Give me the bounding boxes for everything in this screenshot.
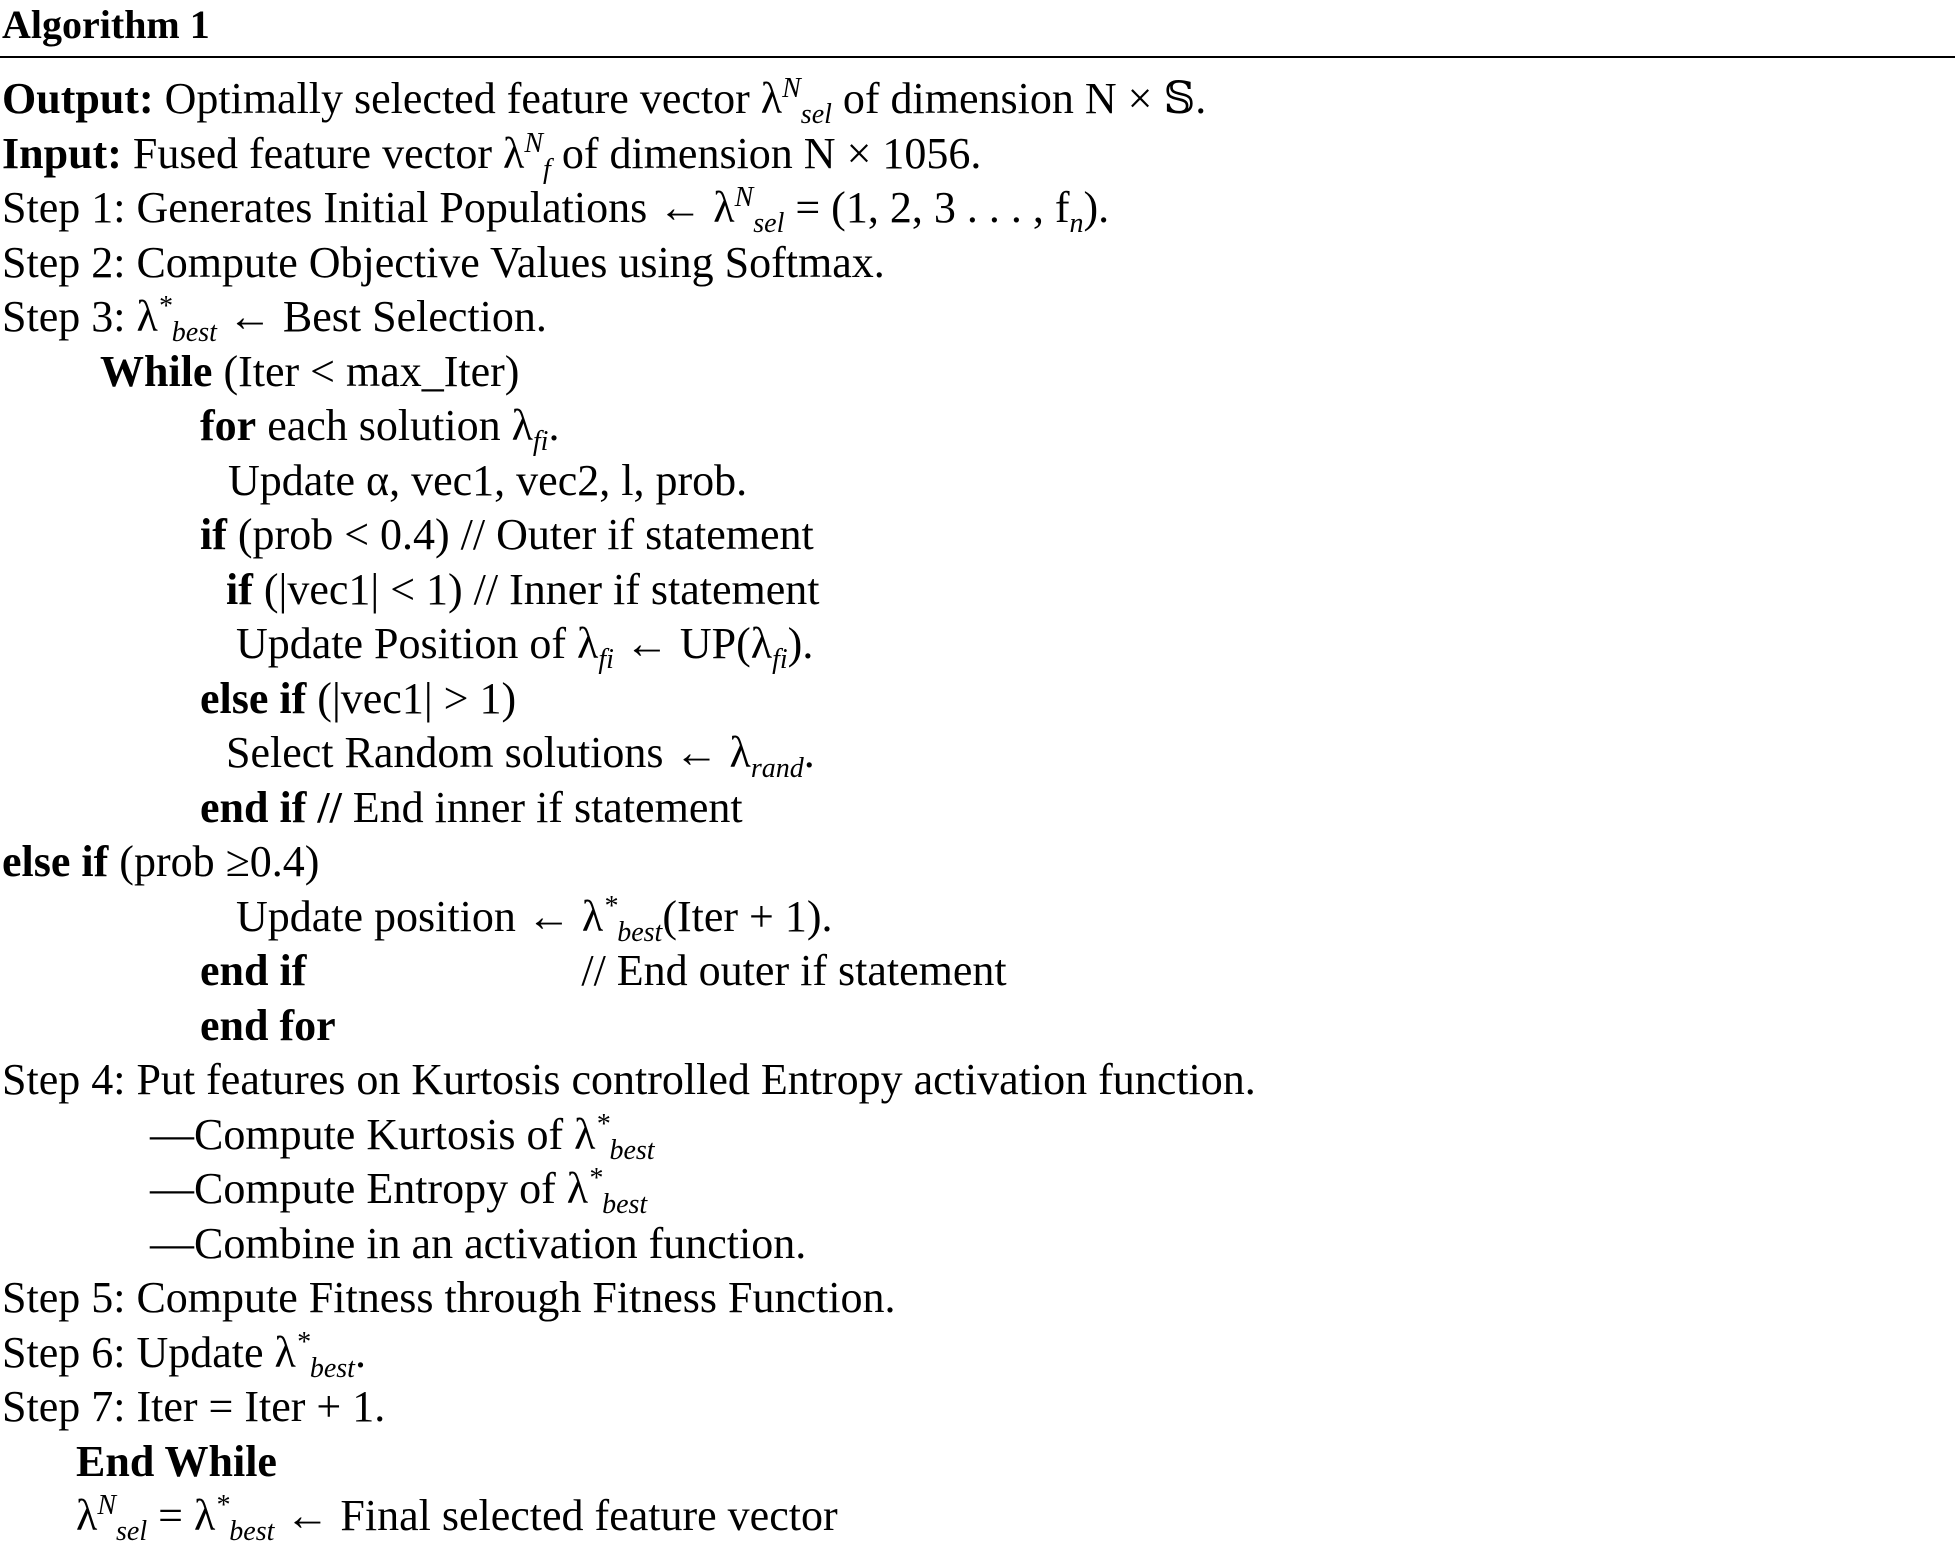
subscript: sel [753, 208, 785, 239]
keyword: Input: [2, 128, 122, 178]
line-text: (prob ≥0.4) [108, 837, 320, 886]
subscript: best [617, 916, 663, 948]
line-text: (|vec1| < 1) // Inner if statement [252, 564, 820, 614]
superscript: * [588, 1163, 603, 1194]
line-text: Fused feature vector λ [121, 128, 525, 178]
subscript: fi [772, 644, 788, 675]
line-text: of dimension N × 1056. [550, 128, 982, 178]
line-text: —Compute Kurtosis of λ [150, 1109, 596, 1159]
line-text: Step 4: Put features on Kurtosis controlled Entropy activation function. [2, 1055, 1256, 1104]
subscript: n [1069, 208, 1084, 239]
superscript: * [595, 1108, 610, 1140]
keyword: if [200, 510, 227, 559]
superscript: N [734, 182, 754, 213]
keyword: for [200, 401, 257, 450]
algorithm-line [200, 672, 516, 726]
subscript: best [602, 1189, 648, 1220]
algorithm-line [226, 563, 819, 617]
subscript: best [171, 317, 217, 348]
line-text: = (1, 2, 3 . . . , f [784, 183, 1070, 232]
algorithm-line [200, 944, 1007, 998]
superscript: * [603, 890, 618, 922]
line-text: Step 5: Compute Fitness through Fitness Function. [2, 1273, 896, 1322]
line-text: —Combine in an activation function. [150, 1218, 807, 1268]
line-text: . [354, 1327, 366, 1377]
line-text: Update position ← λ [236, 891, 604, 941]
line-text: of dimension N × 𝕊. [831, 74, 1207, 123]
line-text: Update α, vec1, vec2, l, prob. [228, 455, 748, 505]
algorithm-line [200, 781, 743, 835]
algorithm-line [2, 835, 319, 889]
line-text: . [803, 728, 815, 777]
algorithm-line [150, 1217, 806, 1271]
superscript: N [782, 73, 801, 104]
algorithm-line [2, 1053, 1256, 1107]
keyword: While [100, 346, 213, 396]
superscript: * [157, 291, 172, 322]
subscript: best [229, 1516, 275, 1547]
algorithm-line [76, 1435, 277, 1489]
line-text: ← Best Selection. [216, 292, 547, 341]
keyword: if [226, 564, 253, 614]
algorithm-line [76, 1489, 838, 1547]
subscript: best [609, 1134, 655, 1166]
line-text: (Iter < max_Iter) [212, 346, 520, 396]
line-text: . [548, 401, 560, 450]
superscript: * [295, 1326, 310, 1358]
superscript: N [524, 127, 544, 159]
line-text: ). [787, 619, 814, 668]
line-text: Optimally selected feature vector λ [153, 74, 783, 123]
line-text: Step 6: Update λ [2, 1327, 296, 1377]
subscript: f [543, 153, 551, 185]
line-text: Update Position of λ [236, 619, 599, 668]
algorithm-line [236, 890, 833, 948]
line-text: (|vec1| > 1) [306, 673, 517, 723]
subscript: rand [750, 753, 804, 784]
algorithm-line [226, 726, 815, 784]
line-text: Step 3: λ [2, 292, 158, 341]
algorithm-line [200, 508, 814, 562]
line-text: (prob < 0.4) // Outer if statement [226, 510, 814, 559]
subscript: sel [116, 1516, 148, 1547]
keyword: else if [2, 837, 109, 886]
line-text: // End outer if statement [306, 946, 1007, 995]
keyword: end for [200, 1000, 336, 1050]
line-text: End inner if statement [341, 782, 743, 832]
algorithm-line [100, 345, 519, 399]
algorithm-line [150, 1162, 648, 1220]
algorithm-line [150, 1108, 655, 1166]
line-text: (Iter + 1). [662, 891, 833, 941]
algorithm-line [200, 399, 560, 457]
algorithm-line [236, 617, 814, 675]
algorithm-line [2, 181, 1110, 239]
algorithm-line [228, 454, 747, 508]
line-text: Select Random solutions ← λ [226, 728, 751, 777]
line-text: Step 7: Iter = Iter + 1. [2, 1382, 386, 1431]
keyword: Output: [2, 74, 154, 123]
algorithm-line [2, 236, 885, 290]
line-text: Step 1: Generates Initial Populations ← λ [2, 183, 735, 232]
line-text: —Compute Entropy of λ [150, 1164, 589, 1213]
line-text: λ [76, 1491, 98, 1540]
algorithm-line [200, 999, 336, 1053]
keyword: End While [76, 1436, 277, 1486]
algorithm-line [2, 1326, 366, 1384]
algorithm-line [2, 127, 982, 185]
line-text: ). [1083, 183, 1110, 232]
title-rule [0, 56, 1955, 58]
line-text: Step 2: Compute Objective Values using Softmax. [2, 237, 885, 287]
algorithm-title: Algorithm 1 [2, 2, 210, 47]
keyword: end if // [200, 782, 342, 832]
subscript: best [309, 1352, 355, 1384]
algorithm-line [2, 290, 547, 348]
keyword: end if [200, 946, 307, 995]
superscript: * [215, 1490, 230, 1521]
line-text: = λ [147, 1491, 216, 1540]
subscript: fi [598, 644, 614, 675]
line-text: each solution λ [256, 401, 533, 450]
keyword: else if [200, 673, 307, 723]
subscript: sel [800, 99, 832, 130]
subscript: fi [532, 426, 549, 457]
algorithm-line [2, 1380, 385, 1434]
line-text: ← Final selected feature vector [274, 1491, 838, 1540]
algorithm-line [2, 1271, 896, 1325]
superscript: N [97, 1490, 117, 1521]
line-text: ← UP(λ [613, 619, 773, 668]
algorithm-line [2, 72, 1207, 130]
